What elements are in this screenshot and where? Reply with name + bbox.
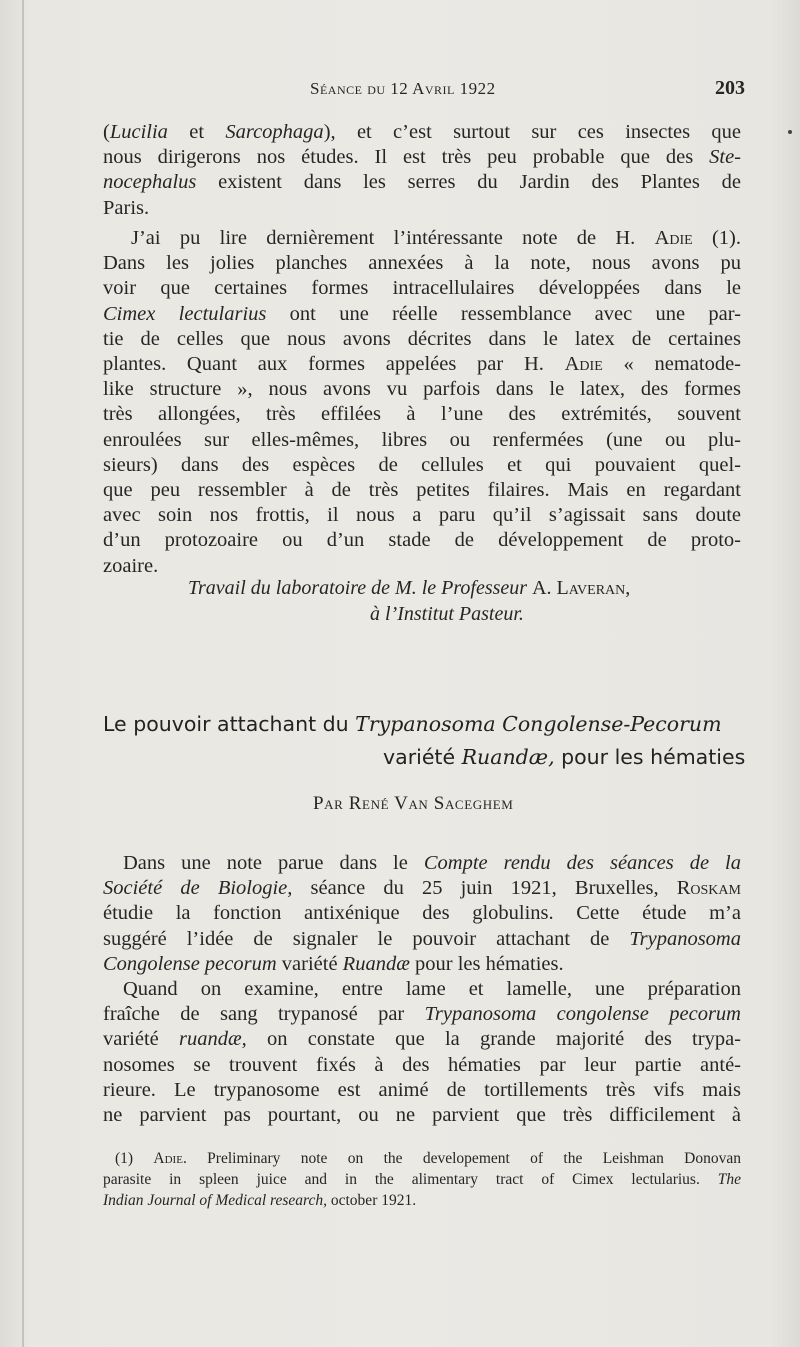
paragraph-3: Dans une note parue dans le Compte rendu des séances de la Société de Biologie, séance du 25 juin 1921, Bruxelles, Roskam étudie la fonction antixénique des globulins. Cette étude m’a suggéré l’idée de signaler le pouvoir attachant de Trypanosoma Congolense pecorum variété Ruandæ pour les hématies. <box>103 852 741 975</box>
paragraph-2: J’ai pu lire dernièrement l’intéressante note de H. Adie (1). Dans les jolies planches annexées à la note, nous avons pu voir que certaines formes intracellulaires développées dans le Cimex lectularius ont une réelle ressemblance avec une par- tie de celles que nous avons décrites dans le latex de certaines plantes. Quant aux formes appelées par H. Adie « nematode- like structure », nous avons vu parfois dans le latex, des formes très allongées, très effilées à l’une des extrémités, souvent enroulées sur elles-mêmes, libres ou renfermées (une ou plu- sieurs) dans des espèces de cellules et qui pouvaient quel- que peu ressembler à de très petites filaires. Mais en regardant avec soin nos frottis, il nous a paru qu’il s’agissait sans doute d’un protozoaire ou d’un stade de développement de proto- zoaire. <box>103 227 741 577</box>
author-byline: Par René Van Saceghem <box>313 793 514 814</box>
lab-attribution: Travail du laboratoire de M. le Professeur A. Laveran, <box>188 577 631 599</box>
page-header <box>100 75 745 105</box>
article-title-line-2: variété Ruandæ, pour les hématies <box>383 745 746 769</box>
page-number: 203 <box>715 77 745 99</box>
paragraph-1: (Lucilia et Sarcophaga), et c’est surtout sur ces insectes que nous dirigerons nos études. Il est très peu probable que des Ste- nocephalus existent dans les serres du Jardin des Plantes de Paris. <box>103 121 741 219</box>
running-head: Séance du 12 Avril 1922 <box>310 79 496 98</box>
binding-shadow <box>22 0 24 1347</box>
paragraph-4: Quand on examine, entre lame et lamelle, une préparation fraîche de sang trypanosé par Trypanosoma congolense pecorum variété ruandæ, on constate que la grande majorité des trypa- nosomes se trouvent fixés à des hématies par leur partie anté- rieure. Le trypanosome est animé de tortillements très vifs mais ne parvient pas pourtant, ou ne parvient que très difficilement à <box>103 978 742 1127</box>
footnote: (1) Adie. Preliminary note on the developement of the Leishman Donovan parasite in spleen juice and in the alimentary tract of Cimex lectularius. The Indian Journal of Medical research, october 1921. <box>103 1150 741 1209</box>
article-title-line-1: Le pouvoir attachant du Trypanosoma Congolense-Pecorum <box>103 712 722 736</box>
print-speck <box>788 130 792 134</box>
institute-attribution: à l’Institut Pasteur. <box>370 603 524 625</box>
